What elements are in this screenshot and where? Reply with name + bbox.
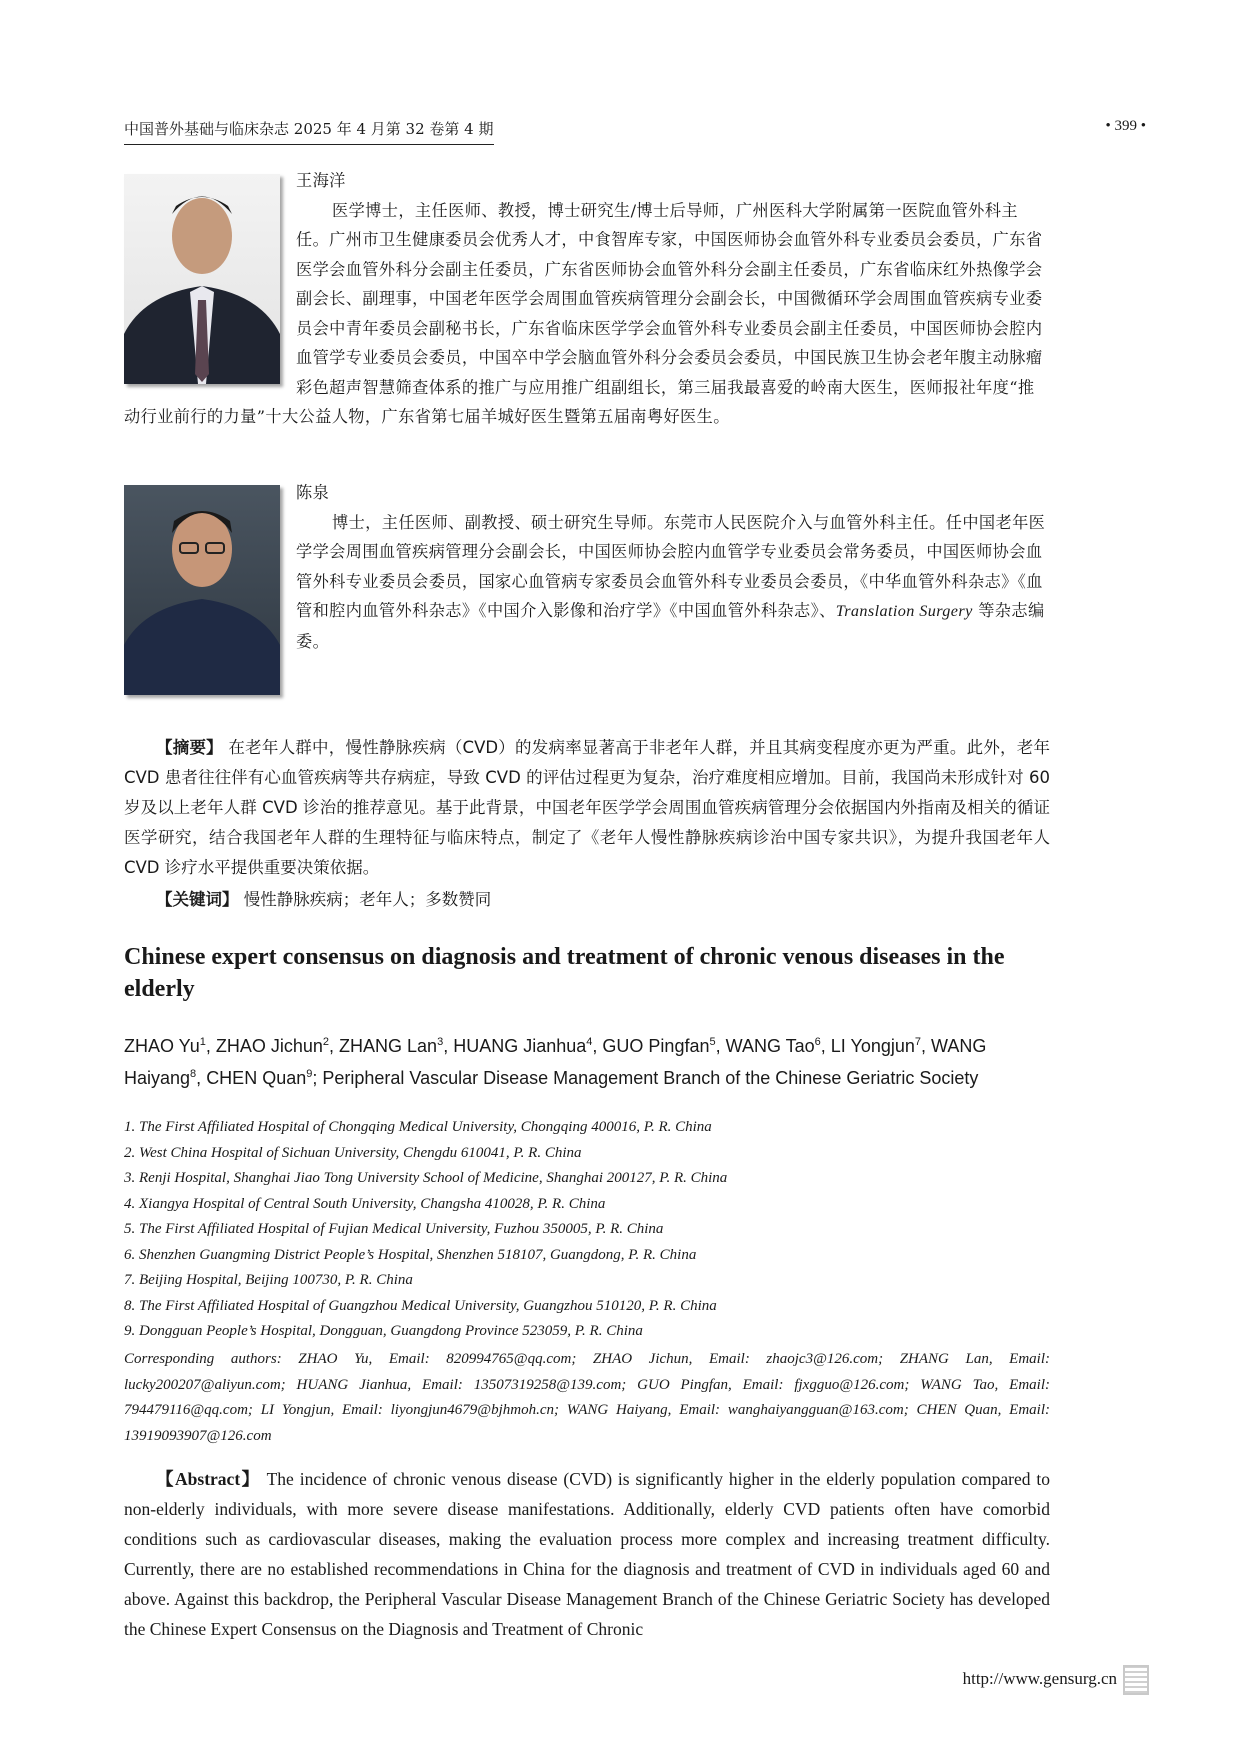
abstract-en-paragraph: 【Abstract】 The incidence of chronic venous disease (CVD) is significantly higher in the elderly population compared to non-elderly individuals, with more severe disease manifestations. Additionally, elderly CVD patients often have comorbid conditions such as cardiovascular diseases, making the evaluation process more complex and increasing treatment difficulty. Currently, there are no established recommendations in China for the diagnosis and treatment of CVD in individuals aged 60 and above. Against this backdrop, the Peripheral Vascular Disease Management Branch of the Chinese Geriatric Society has developed the Chinese Expert Consensus on the Diagnosis and Treatment of Chronic bbox=[124, 1469, 1051, 1639]
abstract-cn-label: 【摘要】 bbox=[156, 738, 223, 757]
page-header bbox=[124, 118, 1146, 146]
journal-logo-icon bbox=[1123, 1665, 1149, 1695]
author-name: ZHAO Yu bbox=[124, 1036, 200, 1056]
keywords-cn-paragraph: 【关键词】 慢性静脉疾病；老年人；多数赞同 bbox=[156, 890, 492, 909]
abstract-cn-paragraph: 【摘要】 在老年人群中，慢性静脉疾病（CVD）的发病率显著高于非老年人群，并且其病变程度亦更为严重。此外，老年 CVD 患者往往伴有心血管疾病等共存病症，导致 CVD 的评估过程更为复杂，治疗难度相应增加。目前，我国尚未形成针对 60 岁及以上老年人群 CVD 诊治的推荐意见。基于此背景，中国老年医学学会周围血管疾病管理分会依据国内外指南及相关的循证医学研究，结合我国老年人群的生理特征与临床特点，制定了《老年人慢性静脉疾病诊治中国专家共识》，为提升我国老年人 CVD 诊疗水平提供重要决策依据。 bbox=[124, 738, 1051, 877]
author-affiliation-number: 4 bbox=[586, 1036, 593, 1048]
group-author: Peripheral Vascular Disease Management Branch of the Chinese Geriatric Society bbox=[322, 1068, 979, 1088]
abstract-english bbox=[124, 1464, 1050, 1644]
author-affiliation-number: 5 bbox=[709, 1036, 716, 1048]
corresponding-authors: Corresponding authors: ZHAO Yu, Email: 820994765@qq.com; ZHAO Jichun, Email: zhaojc3@126.com; ZHANG Lan, Email: lucky200207@aliyun.com; HUANG Jianhua, Email: 13507319258@139.com; GUO Pingfan, Email: fjxgguo@126.com; WANG Tao, Email: 794479116@qq.com; LI Yongjun, Email: liyongjun4679@bjhmoh.cn; WANG Haiyang, Email: wanghaiyangguan@163.com; CHEN Quan, Email: 13919093907@126.com bbox=[124, 1351, 1050, 1444]
author-name: LI Yongjun bbox=[830, 1036, 915, 1056]
author-affiliation-number: 2 bbox=[322, 1036, 330, 1048]
affiliation-item: 1. The First Affiliated Hospital of Chongqing Medical University, Chongqing 400016, P. R. China bbox=[124, 1119, 712, 1135]
author-name: HUANG Jianhua bbox=[453, 1036, 587, 1056]
author-affiliation-number: 8 bbox=[190, 1068, 197, 1080]
website-link[interactable]: http://www.gensurg.cn bbox=[962, 1668, 1117, 1688]
author-affiliation-number: 9 bbox=[306, 1068, 313, 1080]
article-title-english: Chinese expert consensus on diagnosis and treatment of chronic venous diseases in the elderly bbox=[124, 944, 1005, 1002]
bio-chen-quan bbox=[124, 478, 1050, 740]
affiliation-item: 5. The First Affiliated Hospital of Fujian Medical University, Fuzhou 350005, P. R. China bbox=[124, 1221, 664, 1237]
keywords-cn-label: 【关键词】 bbox=[156, 890, 239, 909]
journal-italic: Translation Surgery bbox=[835, 602, 973, 620]
author-affiliation-number: 1 bbox=[199, 1036, 206, 1048]
page-footer bbox=[963, 1665, 1149, 1695]
author-name: ZHAO Jichun bbox=[215, 1036, 323, 1056]
author-name: WANG Tao bbox=[725, 1036, 815, 1056]
abstract-chinese bbox=[124, 733, 1050, 915]
affiliation-item: 2. West China Hospital of Sichuan University, Chengdu 610041, P. R. China bbox=[124, 1144, 582, 1161]
affiliation-item: 7. Beijing Hospital, Beijing 100730, P. R. China bbox=[124, 1272, 413, 1288]
page-number: • 399 • bbox=[1105, 118, 1146, 134]
author-name: CHEN Quan bbox=[206, 1068, 307, 1088]
affiliation-item: 8. The First Affiliated Hospital of Guangzhou Medical University, Guangzhou 510120, P. R. China bbox=[124, 1297, 717, 1314]
author-affiliation-number: 7 bbox=[914, 1036, 922, 1048]
bio-name: 王海洋 bbox=[296, 171, 346, 190]
abstract-en-label: 【Abstract】 bbox=[156, 1469, 261, 1489]
bio-text: 医学博士，主任医师、教授，博士研究生/博士后导师，广州医科大学附属第一医院血管外科主任。广州市卫生健康委员会优秀人才，中食智库专家，中国医师协会血管外科专业委员会委员，广东省医学会血管外科分会副主任委员，广东省医师协会血管外科分会副主任委员，广东省临床红外热像学会副会长、副理事，中国老年医学会周围血管疾病管理分会副会长，中国微循环学会周围血管疾病专业委员会中青年委员会副秘书长，广东省临床医学学会血管外科专业委员会副主任委员，中国医师协会腔内血管学专业委员会委员，中国卒中学会脑血管外科分会委员会委员，中国民族卫生协会老年腹主动脉瘤彩色超声智慧筛查体系的推广与应用推广组副组长，第三届我最喜爱的岭南大医生，医师报社年度“推动行业前行的力量”十大公益人物，广东省第七届羊城好医生暨第五届南粤好医生。 bbox=[124, 200, 1043, 426]
journal-citation: 中国普外基础与临床杂志 2025 年 4 月第 32 卷第 4 期 bbox=[124, 118, 494, 145]
author-name: GUO Pingfan bbox=[602, 1036, 710, 1056]
affiliation-list bbox=[124, 1115, 1054, 1345]
bio-text: 博士，主任医师、副教授、硕士研究生导师。东莞市人民医院介入与血管外科主任。任中国老年医学学会周围血管疾病管理分会副会长，中国医师协会腔内血管学专业委员会常务委员，中国医师协会血管外科专业委员会委员，国家心血管病专家委员会血管外科专业委员会委员，《中华血管外科杂志》《血管和腔内血管外科杂志》《中国介入影像和治疗学》《中国血管外科杂志》、Translation Surgery 等杂志编委。 bbox=[296, 512, 1046, 651]
affiliation-item: 3. Renji Hospital, Shanghai Jiao Tong University School of Medicine, Shanghai 200127, P. R. China bbox=[124, 1170, 728, 1186]
author-name: WANG Haiyang bbox=[124, 1036, 987, 1088]
bio-wang-haiyang bbox=[124, 166, 1050, 432]
affiliation-item: 4. Xiangya Hospital of Central South University, Changsha 410028, P. R. China bbox=[124, 1195, 606, 1212]
author-affiliation-number: 6 bbox=[814, 1036, 821, 1048]
bio-name: 陈泉 bbox=[296, 483, 330, 502]
affiliation-item: 6. Shenzhen Guangming District People’s Hospital, Shenzhen 518107, Guangdong, P. R. China bbox=[124, 1246, 697, 1263]
author-affiliation-number: 3 bbox=[437, 1036, 444, 1048]
author-list: ZHAO Yu$^1$, ZHAO Jichun$^2$, ZHANG Lan$^3$, HUANG Jianhua$^4$, GUO Pingfan$^5$, WANG Tao$^6$, LI Yongjun$^7$, WANG Haiyang$^8$, CHEN Quan$^9$; Peripheral Vascular Disease Management Branch of the Chinese Geriatric Society bbox=[124, 1036, 987, 1088]
affiliation-item: 9. Dongguan People’s Hospital, Dongguan, Guangdong Province 523059, P. R. China bbox=[124, 1323, 643, 1339]
author-name: ZHANG Lan bbox=[339, 1036, 438, 1056]
